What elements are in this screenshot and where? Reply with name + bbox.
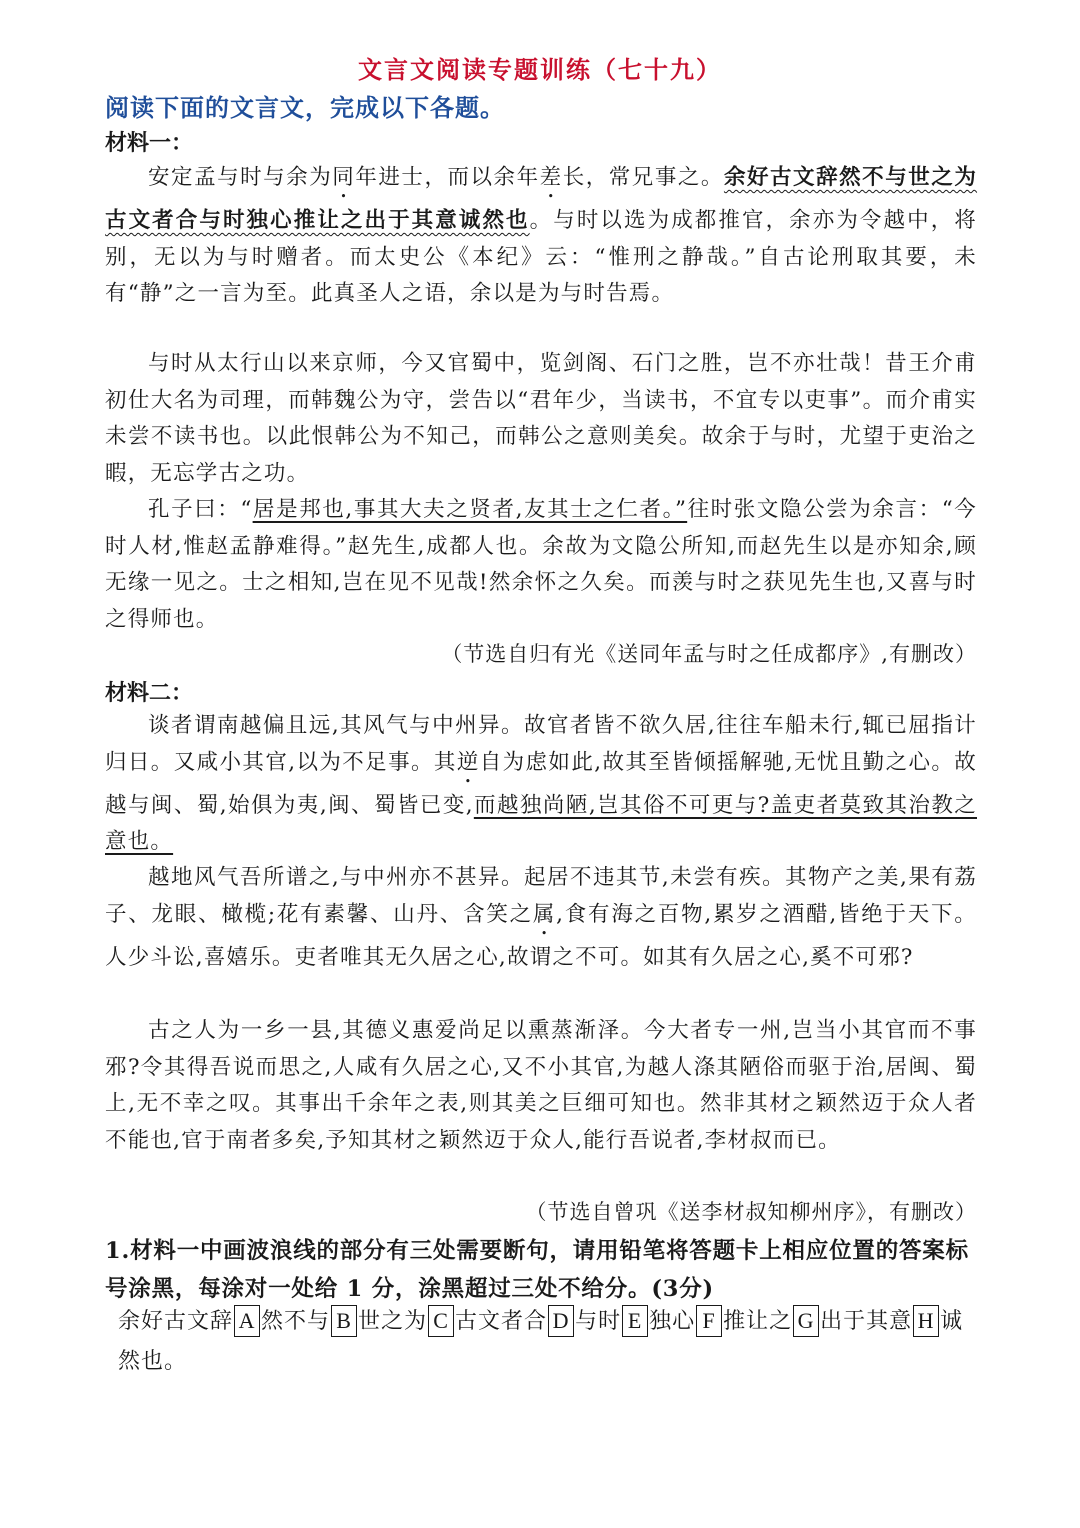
- material-2-source: （节选自曾巩《送李材叔知柳州序》，有删改）: [525, 1200, 977, 1224]
- material-1-source: （节选自归有光《送同年孟与时之任成都序》,有删改）: [441, 642, 977, 666]
- answer-box-c[interactable]: C: [428, 1305, 454, 1337]
- segment: 推让之: [723, 1309, 793, 1334]
- segment: 出于其意: [820, 1309, 913, 1334]
- answer-box-b[interactable]: B: [331, 1305, 357, 1337]
- answer-box-e[interactable]: E: [622, 1305, 648, 1337]
- emphasis-word: 逆: [456, 749, 480, 775]
- answer-box-h[interactable]: H: [913, 1305, 939, 1337]
- answer-box-a[interactable]: A: [234, 1305, 260, 1337]
- instruction: 阅读下面的文言文，完成以下各题。: [105, 93, 505, 122]
- material-2-label: 材料二：: [105, 680, 194, 706]
- segment: 诚然也。: [118, 1309, 964, 1374]
- segment: 古文者合: [455, 1309, 548, 1334]
- emphasis-word: 属: [532, 901, 557, 927]
- material-2-paragraph-1: 谈者谓南越偏且远,其风气与中州异。故官者皆不欲久居,往往车船未行,辄已屈指计归日。又咸小其官,以为不足事。其逆自为虑如此,故其至皆倾摇解驰,无忧且勤之心。故越与闽、蜀,始俱为夷,闽、蜀皆已变,而越独尚陋,岂其俗不可更与?盖吏者莫致其治教之意也。: [105, 713, 977, 854]
- page-title: 文言文阅读专题训练（七十九）: [358, 55, 722, 84]
- answer-box-f[interactable]: F: [696, 1305, 722, 1337]
- wavy-underlined-passage: 余好古文辞然不与世之为古文者合与时独心推让之出于其意诚然也: [105, 165, 978, 233]
- material-1-paragraph-1: 安定孟与时与余为同年进士，而以余年差长，常兄事之。余好古文辞然不与世之为古文者合与时独心推让之出于其意诚然也。与时以选为成都推官，余亦为令越中，将别，无以为与时赠者。而太史公《本纪》云：“惟刑之静哉。”自古论刑取其要，未有“静”之一言为至。此真圣人之语，余以是为与时告焉。: [105, 165, 978, 306]
- material-2-paragraph-3: 古之人为一乡一县,其德义惠爱尚足以熏蒸渐泽。今大者专一州,岂当小其官而不事邪?令其得吾说而思之,人咸有久居之心,又不小其官,为越人涤其陋俗而驱于治,居闽、蜀上,无不幸之叹。其事出千余年之表,则其美之巨细可知也。然非其材之颖然迈于众人者不能也,官于南者多矣,予知其材之颖然迈于众人,能行吾说者,李材叔而已。: [105, 1018, 977, 1153]
- segment: 与时: [575, 1309, 622, 1334]
- segment: 余好古文辞: [118, 1309, 234, 1334]
- segment: 世之为: [358, 1309, 428, 1334]
- question-1-options: [118, 1302, 978, 1382]
- material-1-paragraph-2: 与时从太行山以来京师，今又官蜀中，览剑阁、石门之胜，岂不亦壮哉！昔王介甫初仕大名为司理，而韩魏公为守，尝告以“君年少，当读书，不宜专以吏事”。而介甫实未尝不读书也。以此恨韩公为不知己，而韩公之意则美矣。故余于与时，尤望于吏治之暇，无忘学古之功。: [105, 351, 977, 486]
- underlined-sentence: 居是邦也,事其大夫之贤者,友其士之仁者。”: [252, 497, 688, 522]
- emphasis-word: 差: [539, 165, 563, 190]
- material-2-paragraph-2: 越地风气吾所谱之,与中州亦不甚异。起居不违其节,未尝有疾。其物产之美,果有荔子、龙眼、橄榄;花有素馨、山丹、含笑之属,食有海之百物,累岁之酒醋,皆绝于天下。人少斗讼,喜嬉乐。吏者唯其无久居之心,故谓之不可。如其有久居之心,奚不可邪?: [105, 865, 978, 970]
- segment: 然不与: [261, 1309, 331, 1334]
- question-1: 1.材料一中画波浪线的部分有三处需要断句，请用铅笔将答题卡上相应位置的答案标号涂黑，每涂对一处给 1 分，涂黑超过三处不给分。(3分): [105, 1238, 969, 1302]
- answer-box-d[interactable]: D: [548, 1305, 574, 1337]
- segment: 独心: [649, 1309, 696, 1334]
- material-1-paragraph-3: 孔子曰：“居是邦也,事其大夫之贤者,友其士之仁者。”往时张文隐公尝为余言：“今时人材,惟赵孟静难得。”赵先生,成都人也。余故为文隐公所知,而赵先生以是亦知余,顾无缘一见之。士之相知,岂在见不见哉!然余怀之久矣。而羡与时之获见先生也,又喜与时之得师也。: [105, 497, 977, 632]
- answer-box-g[interactable]: G: [793, 1305, 819, 1337]
- material-1-label: 材料一：: [105, 130, 194, 156]
- underlined-sentence: 而越独尚陋,岂其俗不可更与?盖吏者莫致其治教之意也。: [105, 792, 977, 854]
- emphasis-word: 同: [332, 165, 356, 190]
